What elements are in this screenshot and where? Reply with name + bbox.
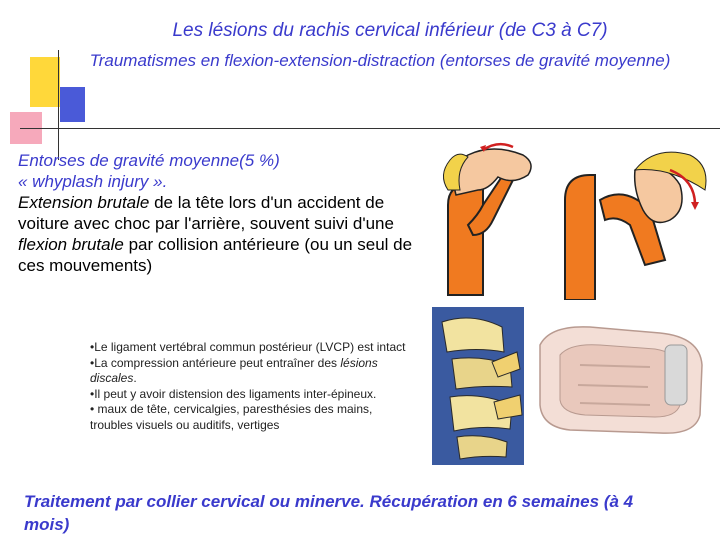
deco-vertical-line [58,50,59,160]
bullet-item: • maux de tête, cervicalgies, paresthésies des mains, troubles visuels ou auditifs, vertiges [90,402,373,432]
main-heading-term: « whyplash injury ». [18,172,168,191]
extension-illustration [428,135,548,300]
bullet-italic-text: lésions discales [90,355,378,385]
bullet-item [90,356,410,387]
page-title: Les lésions du rachis cervical inférieur (de C3 à C7) [172,20,608,41]
flexion-illustration [555,140,715,300]
main-paragraph [18,192,418,276]
bullet-list [90,340,410,433]
main-description [18,150,418,276]
bullet-text: •La compression antérieure peut entraîner des [90,355,341,370]
page-subtitle: Traumatismes en flexion-extension-distraction (entorses de gravité moyenne) [89,51,671,70]
extension-term: Extension brutale [18,193,150,212]
treatment-text: Traitement par collier cervical ou minerve. Récupération en 6 semaines (à 4 mois) [24,492,634,534]
deco-horizontal-line [20,128,720,129]
spine-xray-illustration [432,307,524,465]
main-heading-line: Entorses de gravité moyenne(5 %) [18,151,280,170]
bullet-text-end: . [133,371,137,385]
bullet-item: •Le ligament vertébral commun postérieur (LVCP) est intact [90,340,406,354]
flexion-term: flexion brutale [18,235,124,254]
bullet-item: •Il peut y avoir distension des ligaments inter-épineux. [90,386,377,401]
cervical-collar-illustration [530,305,712,450]
deco-yellow-square [30,57,60,107]
extension-text: de la tête lors d'un accident de voiture avec choc par l'arrière, souvent suivi d'une [18,193,394,233]
flexion-text: par collision antérieure (ou un seul de ces mouvements) [18,235,413,275]
deco-blue-square [60,87,85,122]
